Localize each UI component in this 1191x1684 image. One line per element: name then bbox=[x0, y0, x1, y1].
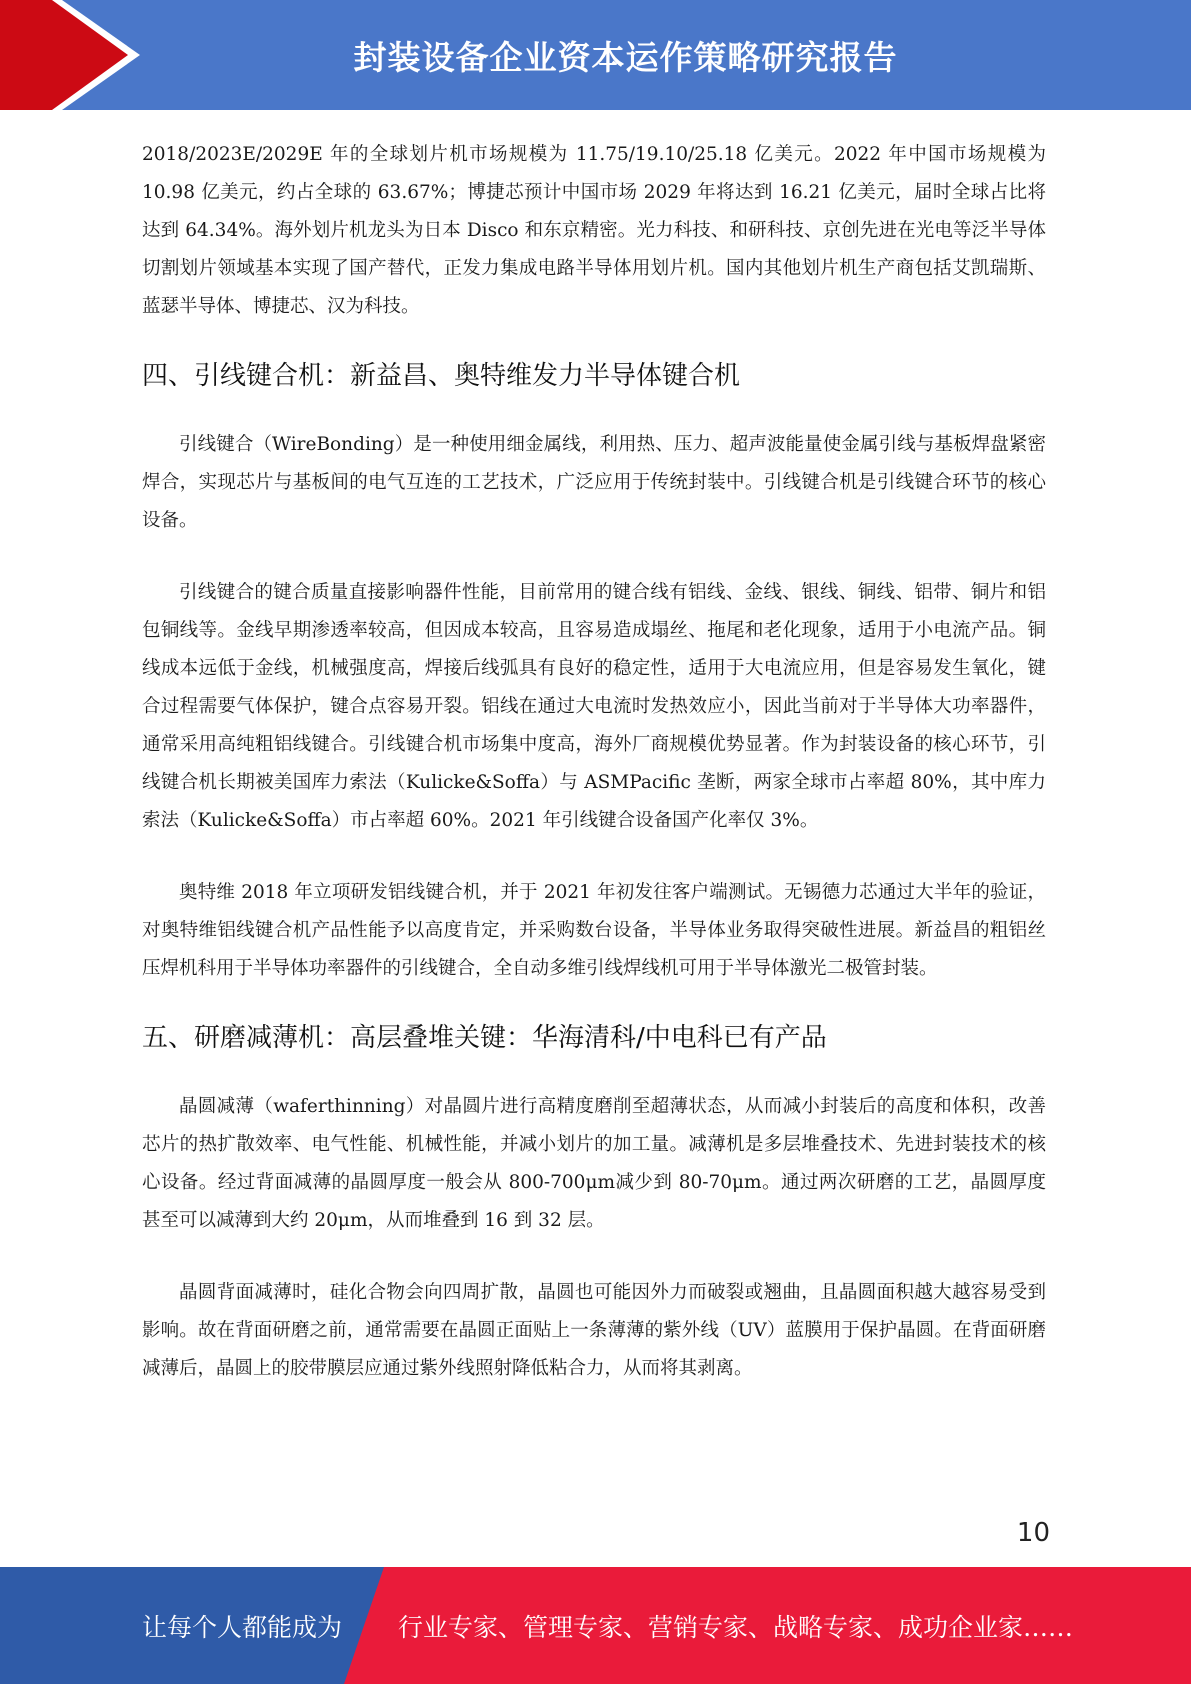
section-heading-4: 四、引线键合机：新益昌、奥特维发力半导体键合机 bbox=[142, 361, 741, 391]
footer-slogan-right: 行业专家、管理专家、营销专家、战略专家、成功企业家…… bbox=[398, 1612, 1074, 1642]
page-footer bbox=[0, 1567, 1191, 1684]
footer-slogan-left: 让每个人都能成为 bbox=[142, 1612, 343, 1642]
section5-paragraph-1: 晶圆减薄（waferthinning）对晶圆片进行高精度磨削至超薄状态，从而减小封装后的高度和体积，改善芯片的热扩散效率、电气性能、机械性能，并减小划片的加工量。减薄机是多层堆叠技术、先进封装技术的核心设备。经过背面减薄的晶圆厚度一般会从 800-700μm减少到 80-70μm。通过两次研磨的工艺，晶圆厚度甚至可以减薄到大约 20μm，从而堆叠到 16 到 32 层。 bbox=[142, 1096, 1046, 1231]
document-title: 封装设备企业资本运作策略研究报告 bbox=[353, 37, 898, 77]
section4-paragraph-2: 引线键合的键合质量直接影响器件性能，目前常用的键合线有铝线、金线、银线、铜线、铝带、铜片和铝包铜线等。金线早期渗透率较高，但因成本较高，且容易造成塌丝、拖尾和老化现象，适用于小电流产品。铜线成本远低于金线，机械强度高，焊接后线弧具有良好的稳定性，适用于大电流应用，但是容易发生氧化，键合过程需要气体保护，键合点容易开裂。铝线在通过大电流时发热效应小，因此当前对于半导体大功率器件，通常采用高纯粗铝线键合。引线键合机市场集中度高，海外厂商规模优势显著。作为封装设备的核心环节，引线键合机长期被美国库力索法（Kulicke&Soffa）与 ASMPacific 垄断，两家全球市占率超 80%，其中库力索法（Kulicke&Soffa）市占率超 60%。2021 年引线键合设备国产化率仅 3%。 bbox=[142, 582, 1046, 831]
page-number: 10 bbox=[1016, 1518, 1050, 1548]
page-content bbox=[142, 136, 1046, 1388]
section4-paragraph-3: 奥特维 2018 年立项研发铝线键合机，并于 2021 年初发往客户端测试。无锡德力芯通过大半年的验证，对奥特维铝线键合机产品性能予以高度肯定，并采购数台设备，半导体业务取得突破性进展。新益昌的粗铝丝压焊机科用于半导体功率器件的引线键合，全自动多维引线焊线机可用于半导体激光二极管封装。 bbox=[142, 882, 1046, 979]
section5-paragraph-2: 晶圆背面减薄时，硅化合物会向四周扩散，晶圆也可能因外力而破裂或翘曲，且晶圆面积越大越容易受到影响。故在背面研磨之前，通常需要在晶圆正面贴上一条薄薄的紫外线（UV）蓝膜用于保护晶圆。在背面研磨减薄后，晶圆上的胶带膜层应通过紫外线照射降低粘合力，从而将其剥离。 bbox=[142, 1282, 1046, 1379]
page-header bbox=[0, 0, 1191, 110]
section-heading-5: 五、研磨减薄机：高层叠堆关键：华海清科/中电科已有产品 bbox=[142, 1023, 827, 1053]
intro-paragraph: 2018/2023E/2029E 年的全球划片机市场规模为 11.75/19.10/25.18 亿美元。2022 年中国市场规模为 10.98 亿美元，约占全球的 63.67%；博捷芯预计中国市场 2029 年将达到 16.21 亿美元，届时全球占比将达到 64.34%。海外划片机龙头为日本 Disco 和东京精密。光力科技、和研科技、京创先进在光电等泛半导体切割划片领域基本实现了国产替代，正发力集成电路半导体用划片机。国内其他划片机生产商包括艾凯瑞斯、蓝瑟半导体、博捷芯、汉为科技。 bbox=[142, 144, 1046, 317]
section4-paragraph-1: 引线键合（WireBonding）是一种使用细金属线，利用热、压力、超声波能量使金属引线与基板焊盘紧密焊合，实现芯片与基板间的电气互连的工艺技术，广泛应用于传统封装中。引线键合机是引线键合环节的核心设备。 bbox=[142, 434, 1046, 531]
